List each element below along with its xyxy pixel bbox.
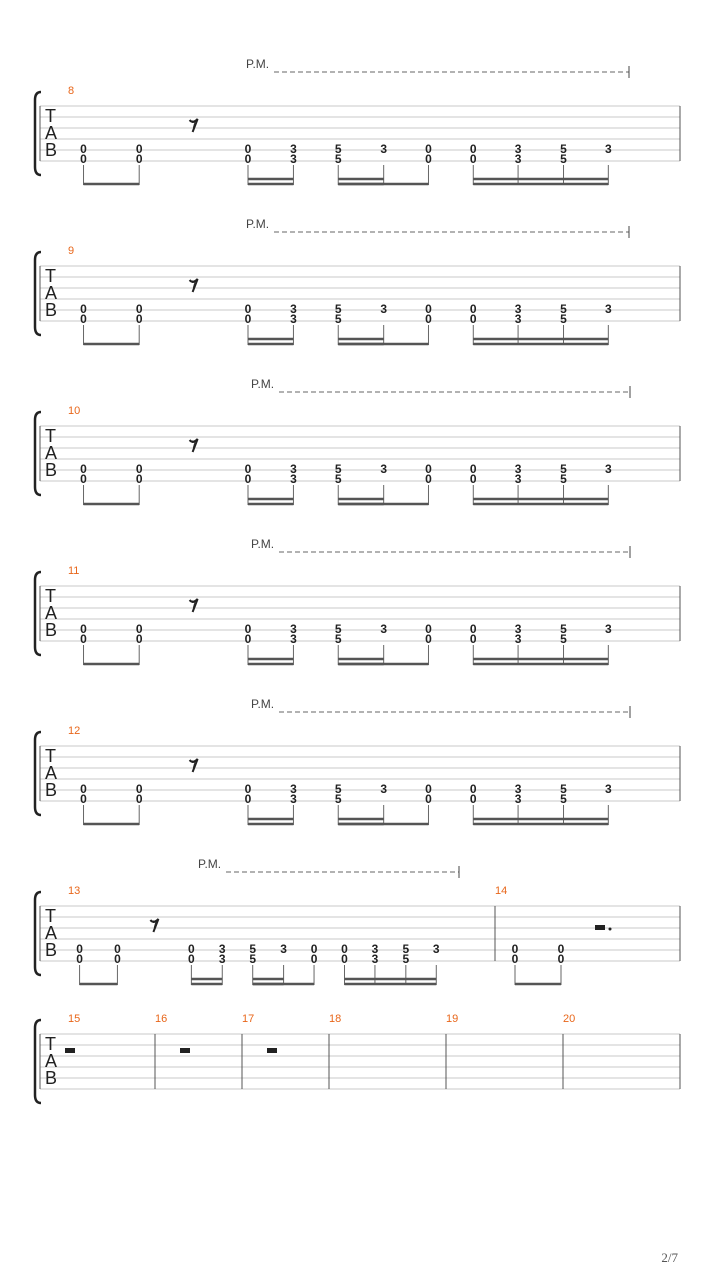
tab-clef-letter: A xyxy=(45,603,58,623)
fret-number: 0 xyxy=(80,622,87,636)
fret-number: 0 xyxy=(425,302,432,316)
fret-number: 0 xyxy=(244,632,252,646)
fret-number: 3 xyxy=(290,782,297,796)
fret-number: 0 xyxy=(310,942,318,956)
fret-number: 0 xyxy=(80,302,87,316)
fret-number: 5 xyxy=(402,952,410,966)
tab-clef-letter: B xyxy=(45,780,58,800)
fret-number: 0 xyxy=(469,142,477,156)
tab-clef-letter: T xyxy=(45,586,56,606)
eighth-rest: 𝄾 xyxy=(151,912,158,936)
tab-clef-letter: B xyxy=(45,620,58,640)
tab-clef-letter: T xyxy=(45,746,56,766)
fret-number: 5 xyxy=(334,472,342,486)
measure-10 xyxy=(68,405,612,505)
system-3 xyxy=(35,377,680,505)
fret-number: 0 xyxy=(244,782,252,796)
fret-number: 0 xyxy=(188,952,195,966)
measure-12 xyxy=(68,725,612,825)
measure-13 xyxy=(68,885,440,985)
measure-15 xyxy=(65,1013,80,1053)
fret-number: 3 xyxy=(514,302,522,316)
fret-number: 3 xyxy=(290,152,297,166)
fret-number: 5 xyxy=(334,782,342,796)
fret-number: 0 xyxy=(557,942,565,956)
fret-number: 3 xyxy=(514,632,522,646)
fret-number: 0 xyxy=(80,792,87,806)
eighth-rest: 𝄾 xyxy=(190,752,197,776)
fret-number: 5 xyxy=(249,942,257,956)
tab-clef-letter: T xyxy=(45,106,56,126)
fret-number: 0 xyxy=(135,142,143,156)
tab-clef-letter: B xyxy=(45,460,58,480)
fret-number: 0 xyxy=(244,622,252,636)
palm-mute-label: P.M. xyxy=(246,217,270,231)
fret-number: 3 xyxy=(290,312,297,326)
measure-number: 19 xyxy=(446,1013,459,1025)
fret-number: 0 xyxy=(425,792,432,806)
fret-number: 0 xyxy=(425,462,432,476)
tab-clef-letter: T xyxy=(45,266,56,286)
tab-clef-letter: B xyxy=(45,300,58,320)
fret-number: 3 xyxy=(514,782,522,796)
system-5 xyxy=(35,697,680,825)
measure-8 xyxy=(68,85,612,185)
measure-number: 18 xyxy=(329,1013,342,1025)
tab-clef-letter: A xyxy=(45,443,58,463)
system-1 xyxy=(35,57,680,185)
measure-number: 16 xyxy=(155,1013,168,1025)
fret-number: 0 xyxy=(114,942,121,956)
fret-number: 0 xyxy=(469,632,477,646)
fret-number: 0 xyxy=(425,472,432,486)
half-rest xyxy=(65,1048,75,1053)
fret-number: 3 xyxy=(514,622,522,636)
fret-number: 3 xyxy=(218,952,226,966)
fret-number: 0 xyxy=(469,152,477,166)
fret-number: 3 xyxy=(514,792,522,806)
eighth-rest: 𝄾 xyxy=(190,432,197,456)
measure-number: 20 xyxy=(563,1013,576,1025)
fret-number: 5 xyxy=(334,462,342,476)
measure-number: 15 xyxy=(68,1013,81,1025)
fret-number: 3 xyxy=(604,782,612,796)
fret-number: 0 xyxy=(80,472,87,486)
fret-number: 3 xyxy=(290,142,297,156)
fret-number: 3 xyxy=(514,152,522,166)
fret-number: 3 xyxy=(290,472,297,486)
system-6 xyxy=(35,857,680,985)
fret-number: 0 xyxy=(425,782,432,796)
rest-dot xyxy=(609,928,612,931)
fret-number: 0 xyxy=(80,782,87,796)
palm-mute-label: P.M. xyxy=(251,697,275,711)
fret-number: 5 xyxy=(560,302,567,316)
fret-number: 0 xyxy=(341,942,348,956)
fret-number: 3 xyxy=(218,942,226,956)
tab-clef-letter: A xyxy=(45,123,58,143)
fret-number: 3 xyxy=(380,302,388,316)
page-indicator: 2/7 xyxy=(661,1250,678,1265)
fret-number: 3 xyxy=(380,782,388,796)
fret-number: 5 xyxy=(560,142,567,156)
measure-number: 11 xyxy=(68,565,80,577)
fret-number: 0 xyxy=(135,792,143,806)
fret-number: 3 xyxy=(380,142,388,156)
measure-number: 12 xyxy=(68,725,81,737)
fret-number: 3 xyxy=(371,952,379,966)
fret-number: 0 xyxy=(557,952,565,966)
fret-number: 0 xyxy=(425,632,432,646)
fret-number: 5 xyxy=(334,142,342,156)
fret-number: 3 xyxy=(514,472,522,486)
system-4 xyxy=(35,537,680,665)
fret-number: 0 xyxy=(469,462,477,476)
measure-9 xyxy=(68,245,612,345)
fret-number: 0 xyxy=(469,312,477,326)
tab-clef-letter: T xyxy=(45,906,56,926)
measure-14 xyxy=(495,885,612,985)
fret-number: 0 xyxy=(244,472,252,486)
half-rest xyxy=(180,1048,190,1053)
measure-number: 17 xyxy=(242,1013,255,1025)
fret-number: 0 xyxy=(244,142,252,156)
measure-number: 13 xyxy=(68,885,81,897)
fret-number: 0 xyxy=(80,152,87,166)
fret-number: 0 xyxy=(135,462,143,476)
fret-number: 5 xyxy=(560,632,567,646)
measure-number: 10 xyxy=(68,405,81,417)
fret-number: 0 xyxy=(310,952,318,966)
fret-number: 0 xyxy=(135,312,143,326)
fret-number: 3 xyxy=(514,462,522,476)
fret-number: 3 xyxy=(380,622,388,636)
fret-number: 0 xyxy=(511,942,519,956)
fret-number: 3 xyxy=(514,142,522,156)
fret-number: 5 xyxy=(560,792,567,806)
fret-number: 0 xyxy=(425,622,432,636)
fret-number: 5 xyxy=(560,622,567,636)
fret-number: 3 xyxy=(514,312,522,326)
fret-number: 0 xyxy=(188,942,195,956)
fret-number: 5 xyxy=(334,302,342,316)
fret-number: 5 xyxy=(334,792,342,806)
fret-number: 0 xyxy=(76,952,83,966)
fret-number: 0 xyxy=(425,312,432,326)
tab-clef-letter: T xyxy=(45,1034,56,1054)
fret-number: 0 xyxy=(135,472,143,486)
fret-number: 5 xyxy=(560,462,567,476)
palm-mute-label: P.M. xyxy=(251,537,275,551)
fret-number: 0 xyxy=(80,632,87,646)
fret-number: 3 xyxy=(290,792,297,806)
fret-number: 0 xyxy=(80,462,87,476)
fret-number: 0 xyxy=(114,952,121,966)
fret-number: 0 xyxy=(244,302,252,316)
eighth-rest: 𝄾 xyxy=(190,112,197,136)
fret-number: 0 xyxy=(135,622,143,636)
fret-number: 0 xyxy=(469,472,477,486)
fret-number: 5 xyxy=(334,622,342,636)
palm-mute-label: P.M. xyxy=(246,57,270,71)
fret-number: 5 xyxy=(249,952,257,966)
fret-number: 3 xyxy=(290,462,297,476)
system-2 xyxy=(35,217,680,345)
fret-number: 0 xyxy=(244,792,252,806)
fret-number: 0 xyxy=(469,782,477,796)
fret-number: 5 xyxy=(560,472,567,486)
fret-number: 0 xyxy=(244,312,252,326)
fret-number: 0 xyxy=(425,142,432,156)
tab-clef-letter: A xyxy=(45,923,58,943)
fret-number: 3 xyxy=(280,942,287,956)
fret-number: 0 xyxy=(341,952,348,966)
measure-number: 14 xyxy=(495,885,508,897)
fret-number: 0 xyxy=(244,462,252,476)
fret-number: 3 xyxy=(290,302,297,316)
tab-clef-letter: B xyxy=(45,1068,58,1088)
fret-number: 0 xyxy=(135,782,143,796)
fret-number: 0 xyxy=(469,792,477,806)
fret-number: 3 xyxy=(604,622,612,636)
fret-number: 5 xyxy=(560,312,567,326)
measure-number: 9 xyxy=(68,245,75,257)
fret-number: 3 xyxy=(290,632,297,646)
system-7 xyxy=(35,1013,680,1103)
eighth-rest: 𝄾 xyxy=(190,592,197,616)
tab-clef-letter: T xyxy=(45,426,56,446)
fret-number: 3 xyxy=(604,302,612,316)
fret-number: 0 xyxy=(76,942,83,956)
tab-clef-letter: B xyxy=(45,140,58,160)
fret-number: 3 xyxy=(604,462,612,476)
fret-number: 3 xyxy=(371,942,379,956)
fret-number: 5 xyxy=(560,782,567,796)
eighth-rest: 𝄾 xyxy=(190,272,197,296)
fret-number: 3 xyxy=(432,942,440,956)
fret-number: 0 xyxy=(135,152,143,166)
fret-number: 3 xyxy=(604,142,612,156)
fret-number: 0 xyxy=(469,622,477,636)
fret-number: 3 xyxy=(380,462,388,476)
fret-number: 0 xyxy=(80,142,87,156)
fret-number: 0 xyxy=(469,302,477,316)
fret-number: 0 xyxy=(135,632,143,646)
fret-number: 5 xyxy=(402,942,410,956)
tab-clef-letter: B xyxy=(45,940,58,960)
tab-clef-letter: A xyxy=(45,763,58,783)
palm-mute-label: P.M. xyxy=(198,857,222,871)
fret-number: 0 xyxy=(135,302,143,316)
fret-number: 0 xyxy=(244,152,252,166)
palm-mute-label: P.M. xyxy=(251,377,275,391)
fret-number: 5 xyxy=(334,152,342,166)
fret-number: 3 xyxy=(290,622,297,636)
half-rest xyxy=(267,1048,277,1053)
fret-number: 0 xyxy=(425,152,432,166)
fret-number: 0 xyxy=(511,952,519,966)
measure-11 xyxy=(68,565,612,665)
measure-number: 8 xyxy=(68,85,75,97)
tab-clef-letter: A xyxy=(45,283,58,303)
half-rest xyxy=(595,925,605,930)
fret-number: 5 xyxy=(334,632,342,646)
fret-number: 0 xyxy=(80,312,87,326)
tab-clef-letter: A xyxy=(45,1051,58,1071)
fret-number: 5 xyxy=(334,312,342,326)
fret-number: 5 xyxy=(560,152,567,166)
